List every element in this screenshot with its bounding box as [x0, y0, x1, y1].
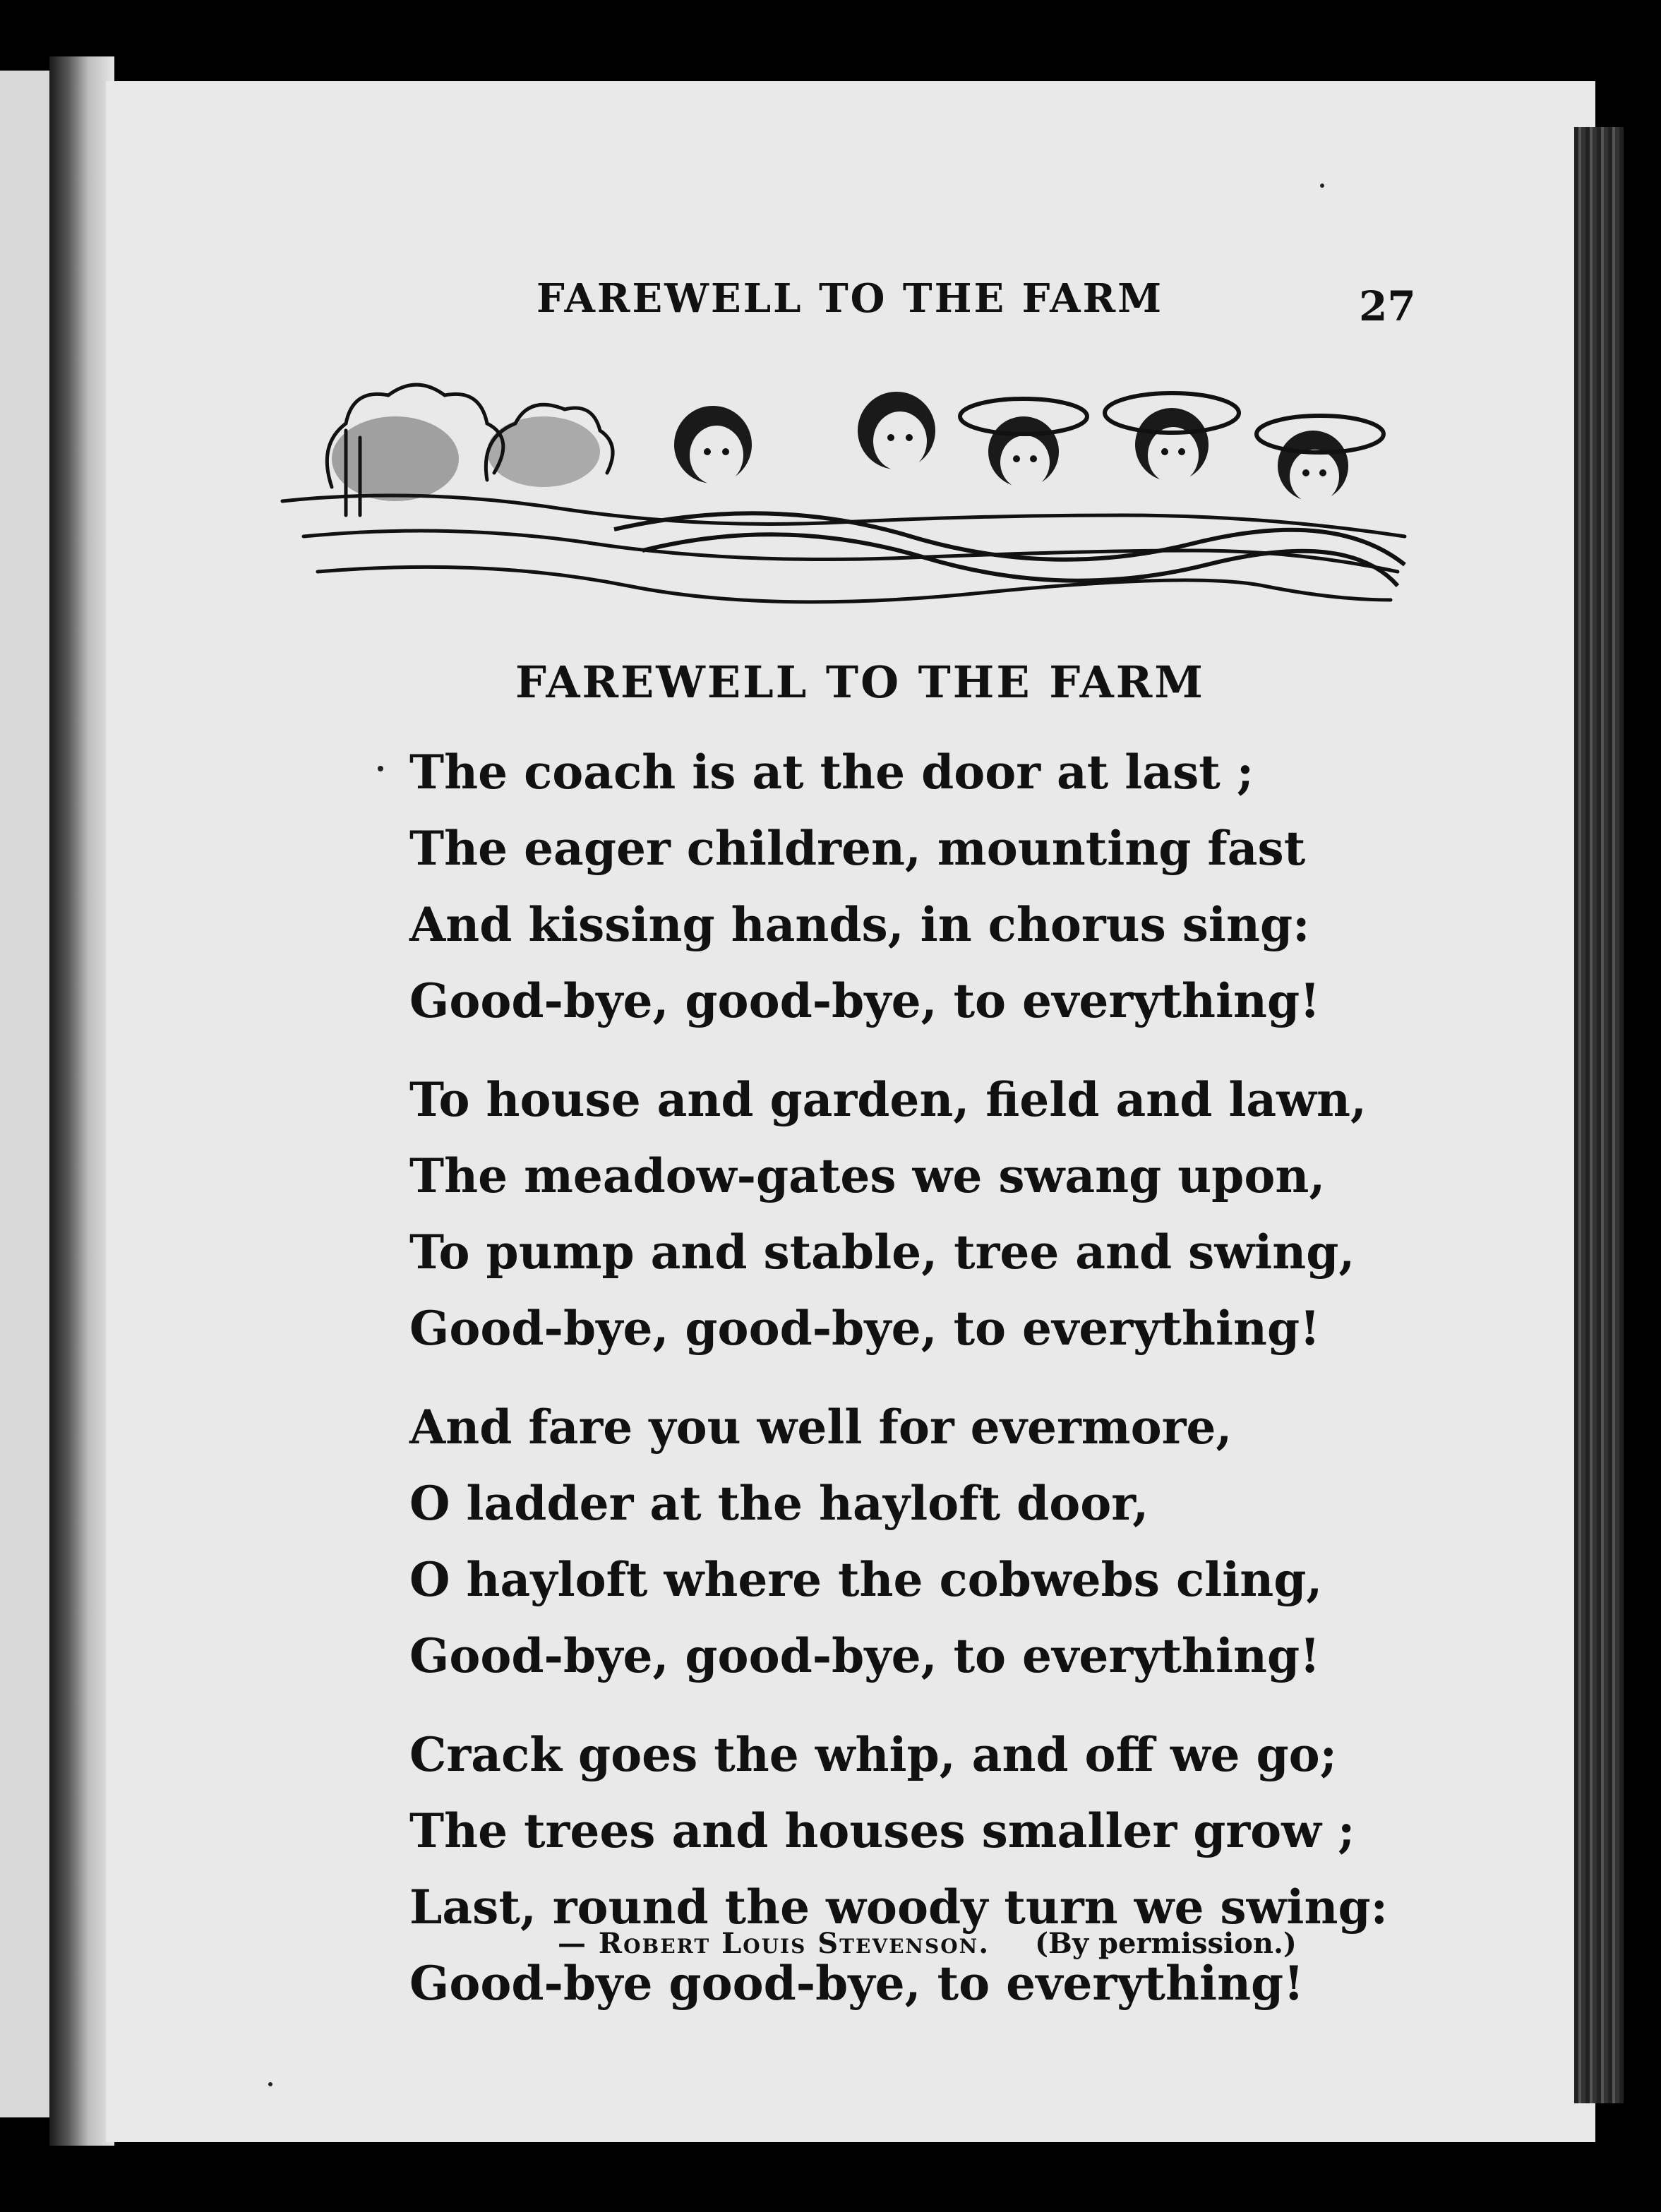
poem-line: The trees and houses smaller grow ; [409, 1803, 1355, 1858]
poem-line: Crack goes the whip, and off we go; [409, 1727, 1338, 1782]
poem-line: The meadow-gates we swang upon, [409, 1148, 1326, 1203]
poem-body [409, 734, 1539, 2044]
poem-line: To house and garden, field and lawn, [409, 1072, 1367, 1127]
running-title: FAREWELL TO THE FARM [536, 275, 1164, 322]
poem-line: O hayloft where the cobwebs cling, [409, 1552, 1323, 1607]
attribution [558, 1927, 1297, 1960]
poem-line: Last, round the woody turn we swing: [409, 1880, 1388, 1935]
stanza [409, 1062, 1539, 1366]
book-gutter [49, 56, 114, 2146]
poem-line: Good-bye, good-bye, to everything! [409, 1301, 1321, 1356]
poem-line: O ladder at the hayloft door, [409, 1476, 1149, 1531]
poem-line: To pump and stable, tree and swing, [409, 1225, 1355, 1280]
stanza [409, 1389, 1539, 1694]
poem-line: Good-bye good-bye, to everything! [409, 1956, 1305, 2011]
poem-line: And kissing hands, in chorus sing: [409, 897, 1310, 952]
poem-line: Good-bye, good-bye, to everything! [409, 973, 1321, 1028]
page-edge [1574, 127, 1624, 2103]
page-number: 27 [1359, 282, 1416, 330]
poem-line: And fare you well for evermore, [409, 1400, 1233, 1455]
poem-line: The coach is at the door at last ; [409, 745, 1254, 800]
print-speck [1320, 184, 1324, 188]
children-at-fence-icon [275, 374, 1412, 621]
attribution-note: (By permission.) [1035, 1927, 1297, 1960]
print-speck [378, 766, 383, 771]
poem-line: The eager children, mounting fast [409, 821, 1306, 876]
poem-title: FAREWELL TO THE FARM [515, 656, 1205, 708]
poem-line: Good-bye, good-bye, to everything! [409, 1628, 1321, 1683]
print-speck [268, 2082, 272, 2086]
attribution-author: — Robert Louis Stevenson. [558, 1927, 990, 1960]
stanza [409, 1717, 1539, 2021]
stanza [409, 734, 1539, 1039]
